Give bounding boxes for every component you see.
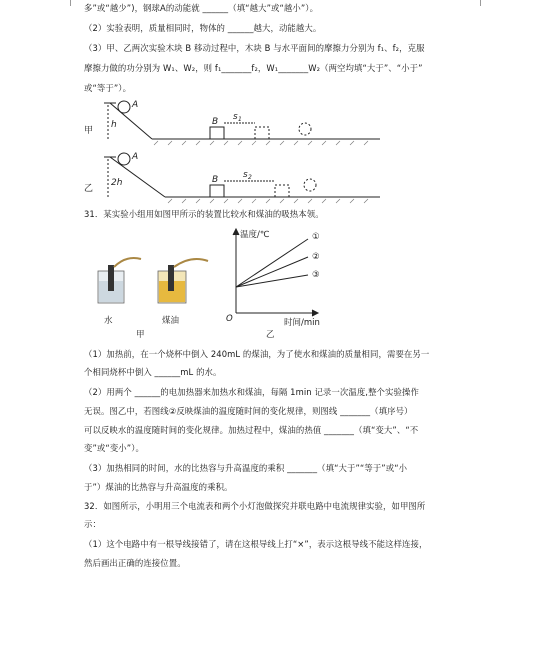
text-line: 无误。图乙中，若图线②反映煤油的温度随时间的变化规律，则图线 _______（填序号） [84, 406, 413, 416]
text-line: 31．某实验小组用如图甲所示的装置比较水和煤油的吸热本领。 [84, 209, 324, 219]
text-line: （2）实验表明，质量相同时，物体的 ______越大，动能越大。 [84, 23, 322, 33]
graph-line-1 [236, 239, 308, 287]
page-corner-mark-left [60, 0, 71, 6]
x-axis-label: 时间/min [284, 318, 320, 328]
ball-label-a: A [132, 100, 139, 110]
graph-line-2 [236, 257, 308, 287]
text-line: （3）甲、乙两次实验木块 B 移动过程中，木块 B 与水平面间的摩擦力分别为 f₁、f₂，克服 [84, 43, 425, 53]
ramp-experiment-figure [80, 95, 420, 207]
text-line: 摩擦力做的功分别为 W₁、W₂，则 f₁_______f₂，W₁_______W₂（两空均填“大于”、“小于” [84, 63, 423, 73]
height-label-2h: 2h [111, 178, 123, 188]
distance-label-s1-sub: 1 [238, 116, 242, 123]
label-water: 水 [104, 316, 113, 326]
text-line: 于”）煤油的比热容与升高温度的乘积。 [84, 482, 233, 492]
line-label-2: ② [312, 252, 320, 262]
text-line: 可以反映水的温度随时间的变化规律。加热过程中，煤油的热值 _______（填“变大”、“不 [84, 425, 419, 435]
distance-label-s2: s [243, 170, 248, 180]
fig-label-jia: 甲 [136, 330, 145, 340]
text-line: （1）加热前，在一个烧杯中倒入 240mL 的煤油，为了使水和煤油的质量相同，需要在另一 [84, 349, 430, 359]
text-line: （1）这个电路中有一根导线接错了，请在这根导线上打“×”，表示这根导线不能这样连接， [84, 539, 428, 549]
height-label-h: h [111, 120, 117, 130]
fig-label-jia: 甲 [84, 126, 94, 136]
text-line: （3）加热相同的时间，水的比热容与升高温度的乘积 _______（填“大于”“等于”或“小 [84, 463, 408, 473]
ball-label-a: A [132, 152, 139, 162]
line-label-1: ① [312, 232, 320, 242]
distance-label-s2-sub: 2 [248, 174, 252, 181]
y-axis-label: 温度/℃ [240, 230, 270, 240]
heating-experiment-figure [86, 225, 356, 343]
ramp-yi-slope [110, 157, 165, 197]
page-corner-mark-right [480, 0, 491, 6]
block-b-jia [210, 127, 224, 139]
text-line: 个相同烧杯中倒入 ______mL 的水。 [84, 367, 222, 377]
text-line: 示： [84, 519, 101, 529]
text-line: （2）用两个 ______的电加热器来加热水和煤油，每隔 1min 记录一次温度,整个实验操作 [84, 387, 419, 397]
fig-label-yi: 乙 [266, 330, 275, 340]
oil-beaker [158, 259, 208, 303]
distance-label-s1: s [233, 112, 238, 122]
line-label-3: ③ [312, 270, 320, 280]
graph-line-3 [236, 275, 308, 287]
ball-a-jia [118, 101, 130, 113]
ball-a-yi [118, 153, 130, 165]
text-line: 多”或“越少”)，钢球A的动能就 ______（填“越大”或“越小”）。 [84, 3, 319, 13]
block-label-b: B [212, 117, 219, 127]
origin-label: O [226, 314, 233, 324]
text-line: 32．如图所示，小明用三个电流表和两个小灯泡做探究并联电路中电流规律实验，如甲图所 [84, 501, 426, 511]
text-line: 然后画出正确的连接位置。 [84, 558, 186, 568]
text-line: 或“等于”）。 [84, 83, 132, 93]
water-beaker [98, 258, 141, 303]
label-oil: 煤油 [162, 316, 180, 326]
block-label-b: B [212, 175, 219, 185]
text-line: 变”或“变小”）。 [84, 443, 144, 453]
block-b-yi [210, 185, 224, 197]
fig-label-yi: 乙 [84, 184, 94, 194]
